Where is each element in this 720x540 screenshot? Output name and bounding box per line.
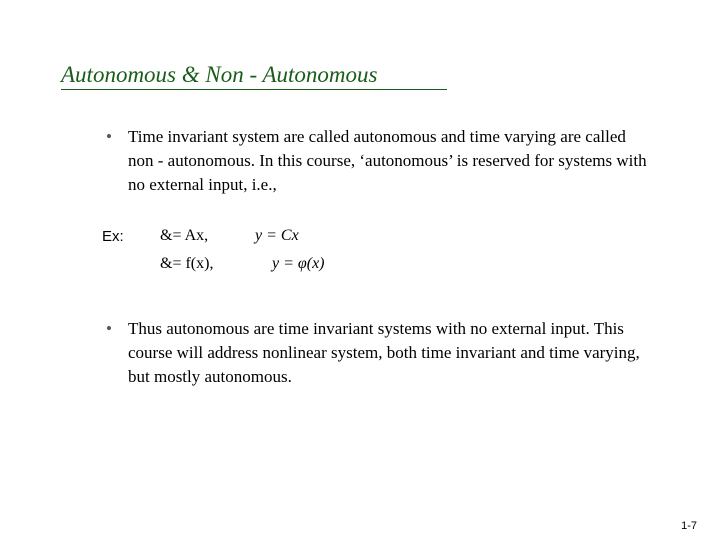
example-label: Ex: — [102, 228, 124, 245]
slide-title: Autonomous & Non - Autonomous — [61, 62, 378, 87]
equation-2-lhs: &= f(x), — [160, 255, 214, 272]
bullet-text-2: Thus autonomous are time invariant systems with no external input. This course will address nonlinear system, both time invariant and time varying, but mostly autonomous. — [128, 319, 640, 386]
equation-1-rhs: y = Cx — [255, 227, 299, 244]
page-number: 1-7 — [681, 520, 697, 532]
equation-2-rhs: y = φ(x) — [272, 255, 325, 272]
equation-1-lhs: &= Ax, — [160, 227, 209, 244]
bullet-icon: • — [106, 319, 112, 338]
bullet-text-1: Time invariant system are called autonomous and time varying are called non - autonomous. In this course, ‘autonomous’ is reserved for systems with no external input, i.e., — [128, 127, 647, 194]
bullet-item-2 — [106, 317, 646, 397]
bullet-icon: • — [106, 127, 112, 146]
bullet-item-1 — [106, 125, 646, 205]
title-underline — [61, 89, 447, 90]
